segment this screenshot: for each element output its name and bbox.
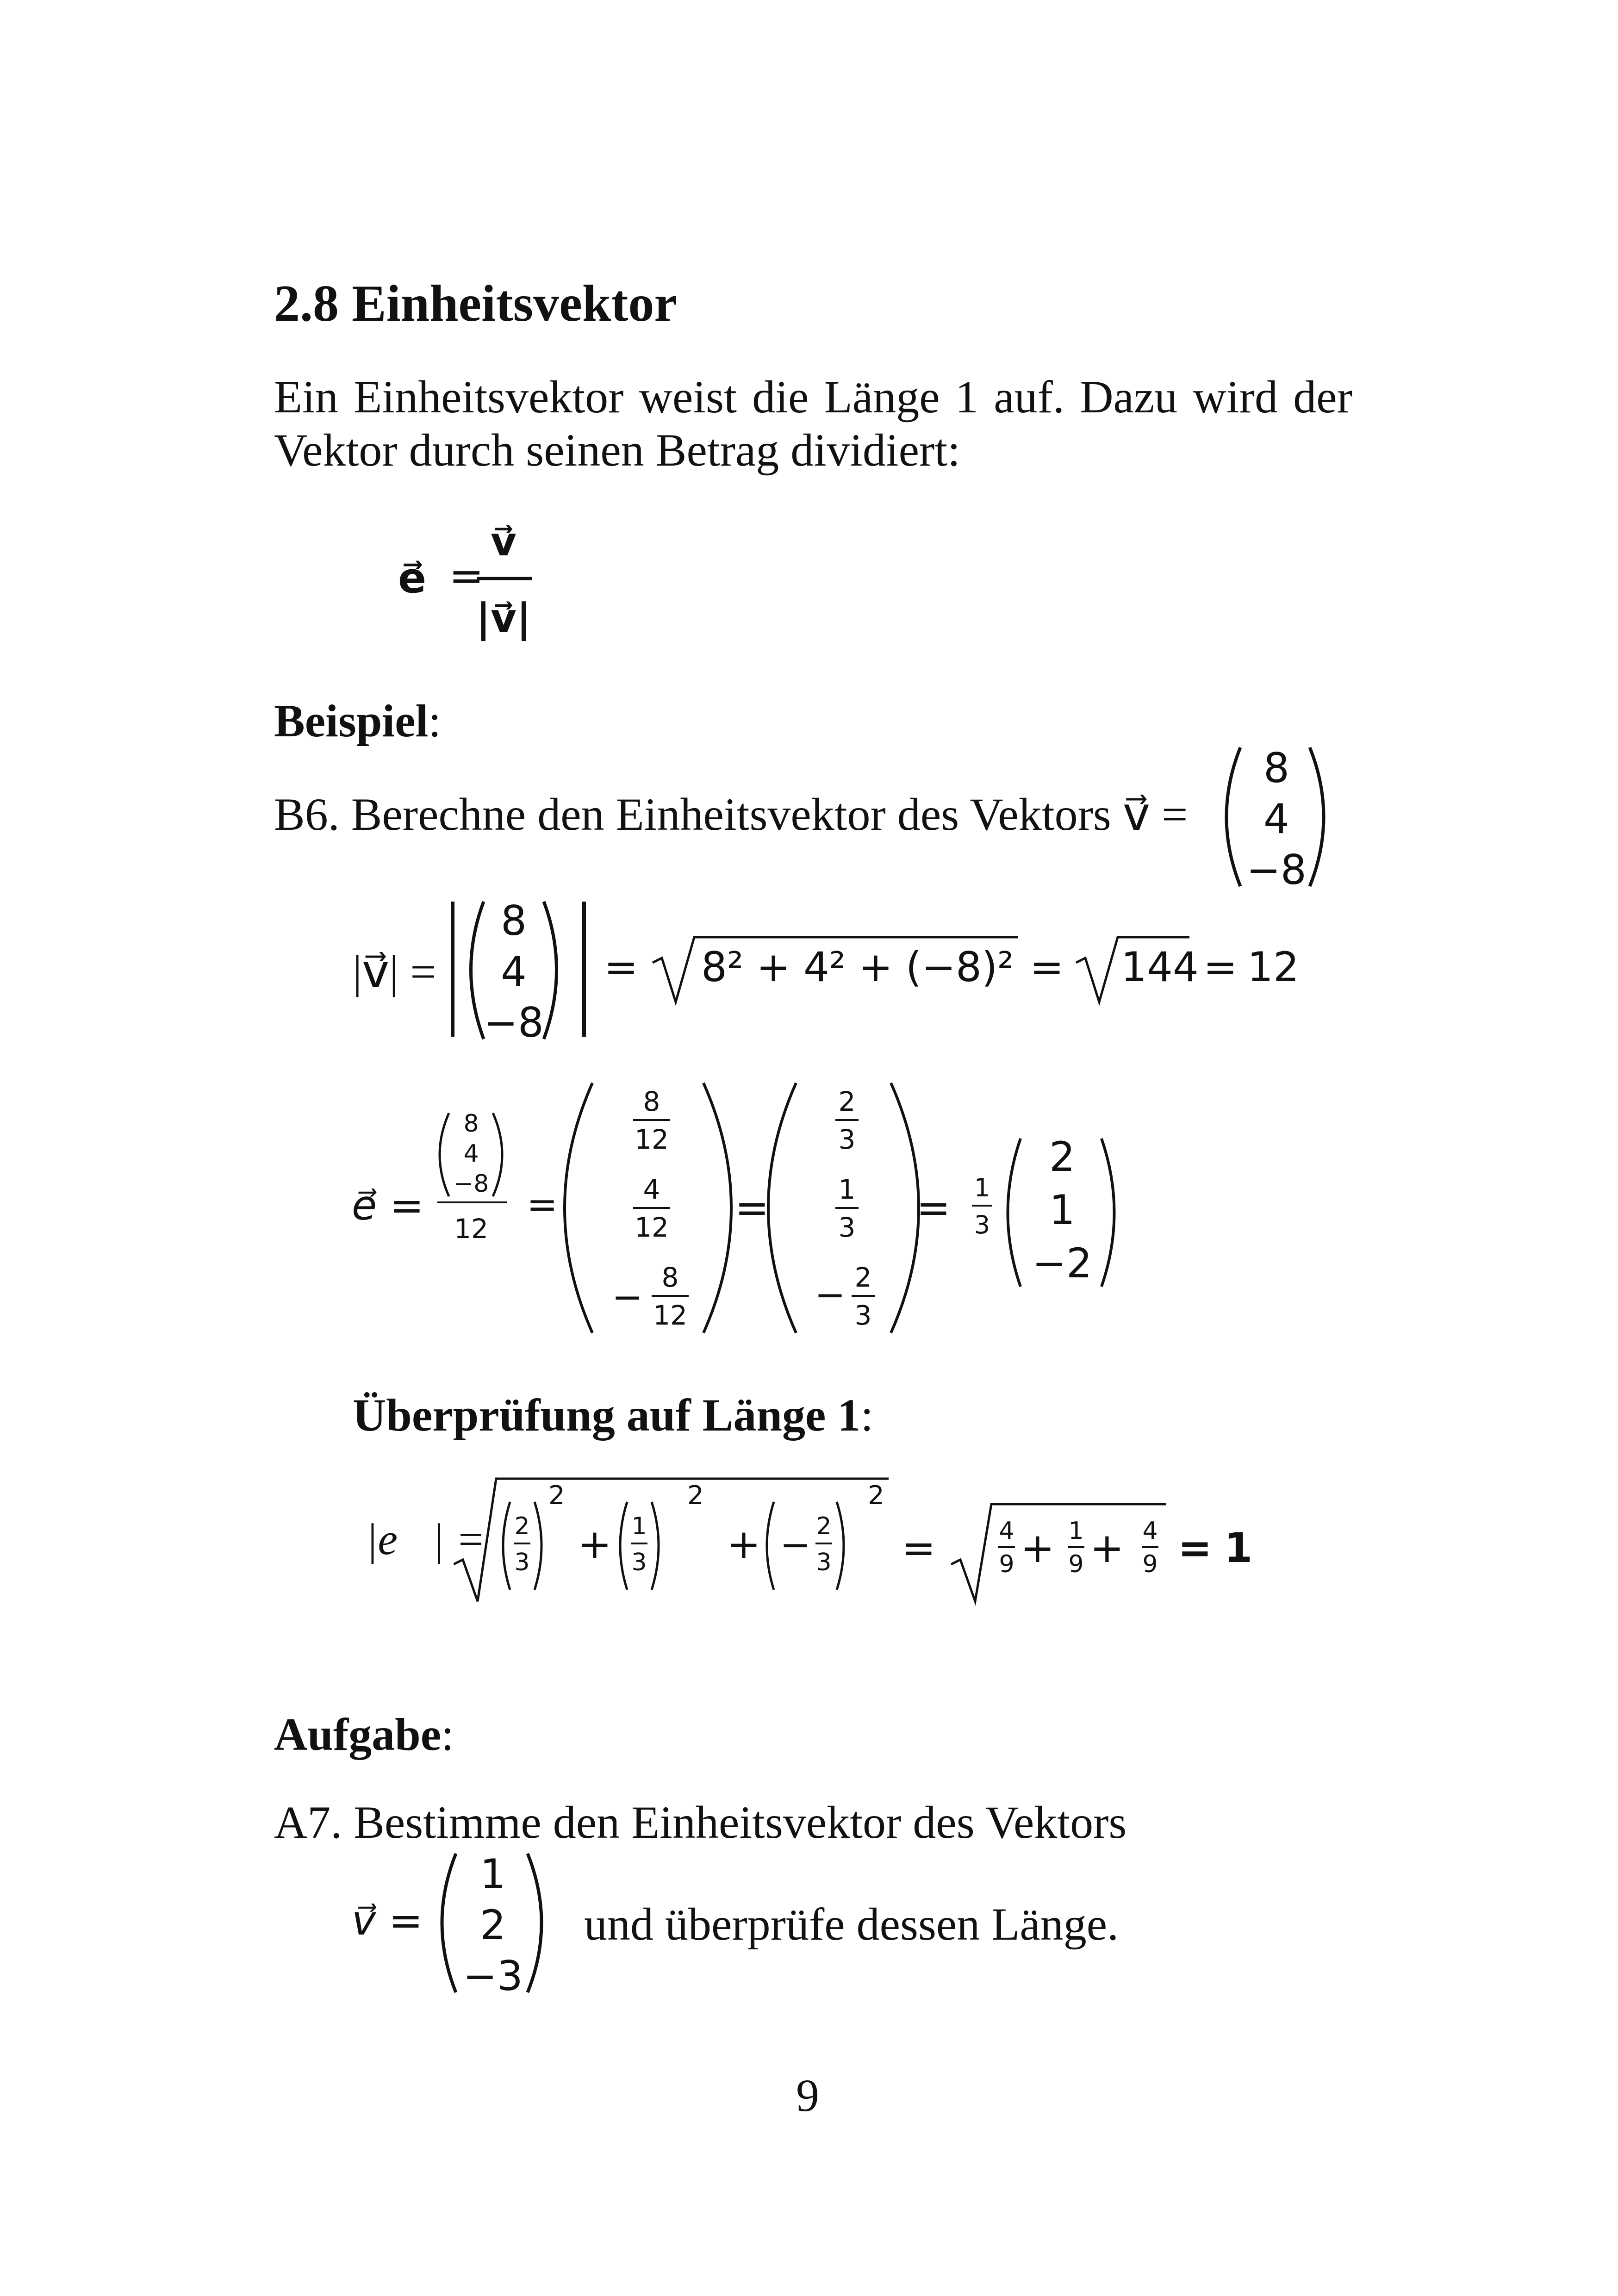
- magnitude-result: 12: [1247, 943, 1299, 991]
- length-check-expression: [454, 1469, 1277, 1608]
- numerator: 4: [1142, 1517, 1158, 1545]
- vector-component: −2: [1032, 1239, 1092, 1287]
- right-paren: [535, 1502, 541, 1590]
- left-paren: [1226, 747, 1240, 886]
- vector-component: 4: [463, 1140, 479, 1168]
- vector-component: 8: [1263, 744, 1289, 792]
- denominator: 12: [454, 1213, 488, 1244]
- numerator: 1: [838, 1174, 856, 1205]
- section-number: 2.8: [274, 275, 339, 332]
- formula-equals: =: [449, 552, 484, 600]
- intro-line-2: Vektor durch seinen Betrag dividiert:: [274, 424, 960, 476]
- vector-component: 1: [480, 1850, 506, 1898]
- vector-component: −3: [463, 1952, 523, 1999]
- denominator: 12: [653, 1300, 687, 1331]
- minus-sign: −: [612, 1276, 643, 1319]
- check-heading: Überprüfung auf Länge 1:: [353, 1389, 874, 1441]
- numerator: 8: [661, 1262, 679, 1293]
- left-paren: [620, 1502, 627, 1590]
- exponent: 2: [868, 1481, 884, 1511]
- left-paren: [565, 1083, 592, 1333]
- right-paren: [544, 902, 557, 1039]
- vector-component: 8: [501, 897, 527, 945]
- intro-line-1: Ein Einheitsvektor weist die Länge 1 auf. Dazu wird der: [274, 371, 1352, 423]
- section-heading: [274, 274, 677, 334]
- numerator: 2: [838, 1086, 856, 1117]
- equals-sign: =: [527, 1183, 558, 1226]
- task-vector-expression: [352, 1847, 565, 1999]
- numerator: 2: [816, 1512, 832, 1540]
- left-paren: [442, 1854, 456, 1992]
- vector-component: 2: [1049, 1133, 1075, 1181]
- example-task-text: B6. Berechne den Einheitsvektor des Vektors v⃗ =: [274, 789, 1188, 840]
- page-number: 9: [796, 2070, 819, 2121]
- magnitude-expression: [444, 893, 1324, 1046]
- equals-sign: =: [1178, 1524, 1212, 1572]
- sqrt-symbol: [951, 1504, 1166, 1601]
- equals-sign: =: [1030, 943, 1064, 991]
- numerator: 8: [643, 1086, 660, 1117]
- denominator: 3: [854, 1300, 872, 1331]
- unit-vector-label: e⃗ =: [352, 1182, 424, 1229]
- unit-vector-computation: [352, 1074, 1139, 1342]
- left-paren: [471, 902, 484, 1039]
- factor-numerator: 1: [974, 1173, 990, 1202]
- magnitude-label: |v⃗| =: [353, 946, 436, 997]
- right-paren: [837, 1502, 844, 1590]
- denominator: 9: [999, 1550, 1014, 1578]
- left-paren: [440, 1113, 449, 1196]
- denominator: 9: [1142, 1550, 1158, 1578]
- radicand: 8² + 4² + (−8)²: [701, 943, 1014, 991]
- task-heading: Aufgabe:: [274, 1709, 454, 1760]
- plus-sign: +: [1090, 1524, 1124, 1572]
- formula-lhs: e⃗: [398, 554, 427, 603]
- numerator: 2: [514, 1512, 530, 1540]
- equals-sign: =: [604, 943, 638, 991]
- left-paren: [768, 1083, 796, 1333]
- sqrt-value: 144: [1121, 943, 1199, 991]
- formula-numerator: v⃗: [490, 519, 517, 565]
- task-line-2: und überprüfe dessen Länge.: [584, 1898, 1119, 1950]
- numerator: 1: [631, 1512, 647, 1540]
- exponent: 2: [548, 1481, 565, 1511]
- factor-denominator: 3: [974, 1210, 990, 1239]
- denominator: 3: [631, 1549, 647, 1576]
- plus-sign: +: [727, 1520, 761, 1568]
- unit-vector-definition: [398, 514, 565, 653]
- section-title: Einheitsvektor: [352, 275, 678, 332]
- right-paren: [1101, 1139, 1114, 1287]
- numerator: 4: [643, 1174, 660, 1205]
- vector-component: −8: [484, 999, 544, 1046]
- left-paren: [503, 1502, 510, 1590]
- left-paren: [767, 1502, 774, 1590]
- right-paren: [528, 1854, 541, 1992]
- vector-component: 2: [480, 1901, 506, 1949]
- minus-sign: −: [780, 1523, 811, 1566]
- right-paren: [652, 1502, 659, 1590]
- vector-component: 4: [501, 948, 527, 996]
- exponent: 2: [687, 1481, 704, 1511]
- vector-component: −8: [1246, 846, 1307, 893]
- denominator: 3: [838, 1124, 856, 1155]
- equals-sign: =: [902, 1524, 936, 1572]
- vector-component: 4: [1263, 795, 1289, 843]
- example-vector: [1208, 740, 1342, 893]
- denominator: 12: [635, 1212, 669, 1243]
- plus-sign: +: [578, 1520, 612, 1568]
- right-paren: [703, 1083, 731, 1333]
- denominator: 3: [816, 1549, 832, 1576]
- right-paren: [493, 1113, 502, 1196]
- numerator: 2: [854, 1262, 872, 1293]
- equals-sign: =: [735, 1184, 769, 1232]
- check-result: 1: [1224, 1524, 1253, 1572]
- task-line-1: A7. Bestimme den Einheitsvektor des Vektors: [274, 1797, 1127, 1848]
- check-label: |e⃗| =: [366, 1514, 485, 1564]
- example-heading: Beispiel:: [274, 695, 442, 747]
- equals-sign: =: [1203, 943, 1238, 991]
- denominator: 3: [838, 1212, 856, 1243]
- plus-sign: +: [1021, 1524, 1055, 1572]
- equals-sign: =: [916, 1184, 951, 1232]
- task-vector-label: v⃗ =: [352, 1897, 423, 1944]
- vector-component: 1: [1049, 1186, 1075, 1234]
- right-paren: [891, 1083, 919, 1333]
- vector-component: −8: [453, 1170, 489, 1198]
- denominator: 9: [1068, 1550, 1084, 1578]
- right-paren: [1310, 747, 1324, 886]
- formula-denominator: |v⃗|: [476, 595, 531, 641]
- minus-sign: −: [815, 1273, 846, 1316]
- denominator: 12: [635, 1124, 669, 1155]
- numerator: 1: [1068, 1517, 1084, 1545]
- left-paren: [1008, 1139, 1021, 1287]
- numerator: 4: [999, 1517, 1014, 1545]
- denominator: 3: [514, 1549, 530, 1576]
- vector-component: 8: [463, 1110, 479, 1138]
